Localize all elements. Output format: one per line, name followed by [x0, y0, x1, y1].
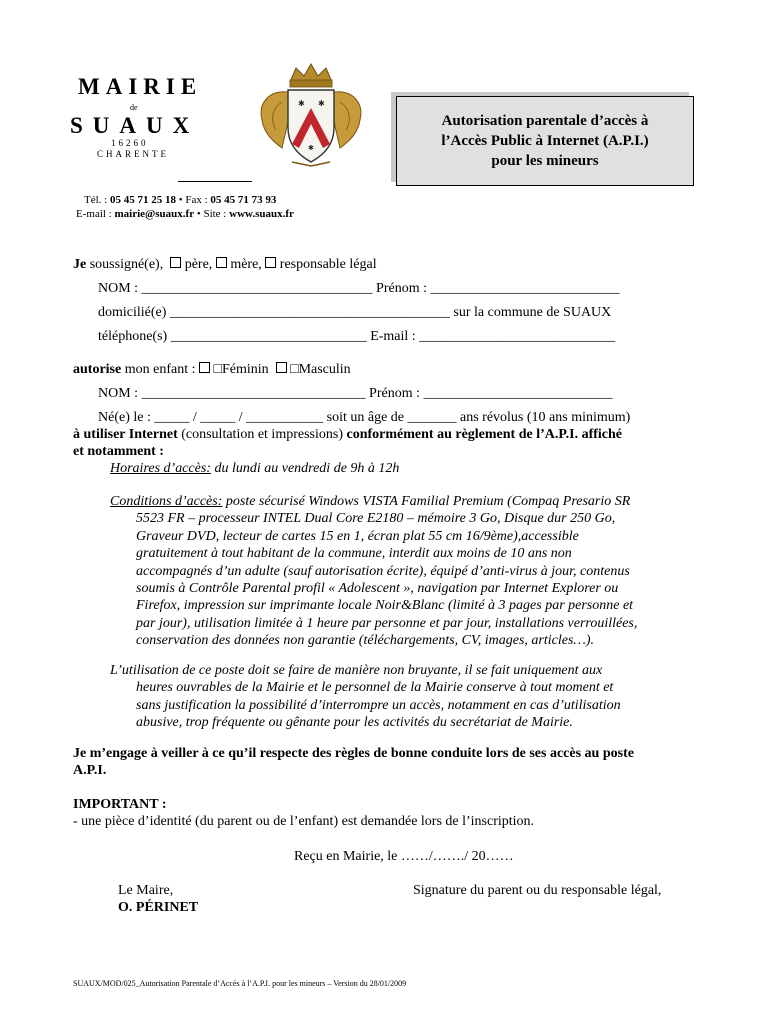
title-line-2: l’Accès Public à Internet (A.P.I.)	[441, 133, 649, 149]
site-label: • Site :	[194, 208, 230, 220]
utiliser-bold: à utiliser Internet	[73, 427, 178, 442]
feminin-label: □Féminin	[209, 362, 276, 377]
mere-label: mère,	[226, 257, 266, 272]
horaires-text: du lundi au vendredi de 9h à 12h	[210, 461, 400, 476]
site-url: www.suaux.fr	[229, 208, 294, 220]
conditions-line-7: Firefox, impression sur imprimante locale Noir&Blanc (limité à 3 pages par personne et	[136, 598, 634, 614]
autorise-line	[73, 362, 351, 378]
email-label: E-mail :	[76, 208, 115, 220]
utilisation-line-2: heures ouvrables de la Mairie et le personnel de la Mairie conserve à tout moment et	[136, 680, 614, 696]
pere-label: père,	[181, 257, 216, 272]
responsable-label: responsable légal	[276, 257, 377, 272]
parent-address-field[interactable]: domicilié(e) ________________________________________ sur la commune de SUAUX	[98, 305, 612, 320]
utilisation-line-1: L’utilisation de ce poste doit se faire de manière non bruyante, il se fait uniquement aux	[110, 663, 603, 678]
conditions-line-1	[110, 493, 637, 510]
postcode: 16260	[111, 138, 149, 148]
svg-text:✱: ✱	[308, 144, 314, 152]
pere-checkbox[interactable]	[170, 257, 181, 268]
document-title-box	[396, 96, 694, 186]
responsable-checkbox[interactable]	[265, 257, 276, 268]
engagement-line-1: Je m’engage à veiller à ce qu’il respecte des règles de bonne conduite lors de ses accès au poste	[73, 746, 634, 761]
important-text: - une pièce d’identité (du parent ou de l’enfant) est demandée lors de l’inscription.	[73, 814, 535, 829]
recu-en-mairie: Reçu en Mairie, le ……/……./ 20……	[294, 849, 514, 864]
conditions-label: Conditions d’accès:	[110, 494, 223, 509]
conditions-line-4: gratuitement à tout habitant de la commune, interdit aux moins de 10 ans non	[136, 546, 572, 562]
fax-label: • Fax :	[175, 194, 211, 206]
title-line-1: Autorisation parentale d’accès à	[441, 113, 649, 129]
conditions-text-1: poste sécurisé Windows VISTA Familial Premium (Compaq Presario SR	[222, 494, 631, 509]
je-label: Je	[73, 257, 87, 272]
utilisation-paragraph	[110, 662, 621, 732]
soussigne-line	[73, 257, 377, 273]
child-name-field[interactable]: NOM : ________________________________ Prénom : ___________________________	[98, 386, 613, 401]
tel-label: Tél. :	[84, 194, 110, 206]
horaires-label: Horaires d’accès:	[110, 461, 211, 476]
header-divider	[178, 181, 252, 182]
mere-checkbox[interactable]	[216, 257, 227, 268]
svg-text:✱: ✱	[298, 99, 305, 108]
department: CHARENTE	[97, 149, 169, 159]
feminin-checkbox[interactable]	[199, 362, 210, 373]
horaires-line	[110, 461, 399, 477]
conformement-bold: conformément au règlement de l’A.P.I. affiché	[346, 427, 623, 442]
utilisation-line-4: abusive, trop fréquente ou gênante pour les activités du secrétariat de Mairie.	[136, 715, 573, 731]
conditions-paragraph	[110, 493, 637, 650]
conditions-line-6: soumis à Contrôle Parental profil « Adolescent », navigation par Internet Explorer ou	[136, 581, 619, 597]
conditions-line-3: Graveur DVD, lecteur de cartes 15 en 1, écran plat 55 cm 16/9ème),accessible	[136, 528, 579, 544]
autorise-label: autorise	[73, 362, 122, 377]
email-address: mairie@suaux.fr	[114, 208, 195, 220]
conditions-line-8: par jour), utilisation limitée à 1 heure par personne et par jour, installations verrouillées,	[136, 615, 638, 631]
title-line-3: pour les mineurs	[491, 153, 599, 169]
soussigne-label: soussigné(e),	[86, 257, 171, 272]
conditions-line-2: 5523 FR – processeur INTEL Dual Core E2180 – mémoire 3 Go, Disque dur 250 Go,	[136, 511, 616, 527]
maire-label: Le Maire,	[118, 883, 174, 898]
mairie-de: de	[130, 103, 138, 112]
contact-phone-line	[84, 194, 276, 206]
coat-of-arms-icon	[252, 62, 370, 172]
town-name: SUAUX	[70, 113, 200, 138]
parent-phone-email-field[interactable]: téléphone(s) ____________________________ E-mail : ____________________________	[98, 329, 616, 344]
maire-name: O. PÉRINET	[118, 900, 199, 915]
fax-number: 05 45 71 73 93	[210, 194, 277, 206]
notamment-line: et notamment :	[73, 444, 164, 459]
tel-number: 05 45 71 25 18	[109, 194, 176, 206]
mairie-heading: MAIRIE	[78, 74, 203, 99]
contact-web-line	[76, 208, 294, 220]
utiliser-normal: (consultation et impressions)	[177, 427, 347, 442]
svg-text:✱: ✱	[318, 99, 325, 108]
masculin-checkbox[interactable]	[276, 362, 287, 373]
masculin-label: □Masculin	[286, 362, 351, 377]
parent-signature-label: Signature du parent ou du responsable légal,	[413, 883, 662, 898]
conditions-line-5: accompagnés d’un adulte (sauf autorisation écrite), équipé d’anti-virus à jour, contenus	[136, 563, 630, 579]
conditions-line-9: conservation des données non garantie (téléchargements, CV, images, articles…).	[136, 633, 595, 649]
utiliser-line	[73, 427, 622, 443]
important-title: IMPORTANT :	[73, 797, 167, 812]
mon-enfant-label: mon enfant :	[121, 362, 199, 377]
parent-name-field[interactable]: NOM : _________________________________ Prénom : ___________________________	[98, 281, 620, 296]
child-birth-age-field[interactable]: Né(e) le : _____ / _____ / ___________ soit un âge de _______ ans révolus (10 ans minimum)	[98, 410, 631, 425]
utilisation-line-3: sans justification la possibilité d’interrompre un accès, notamment en cas d’utilisation	[136, 697, 621, 713]
document-reference-footer: SUAUX/MOD/025_Autorisation Parentale d’Accès à l’A.P.I. pour les mineurs – Version du 28/01/2009	[73, 979, 407, 988]
engagement-line-2: A.P.I.	[73, 763, 107, 778]
